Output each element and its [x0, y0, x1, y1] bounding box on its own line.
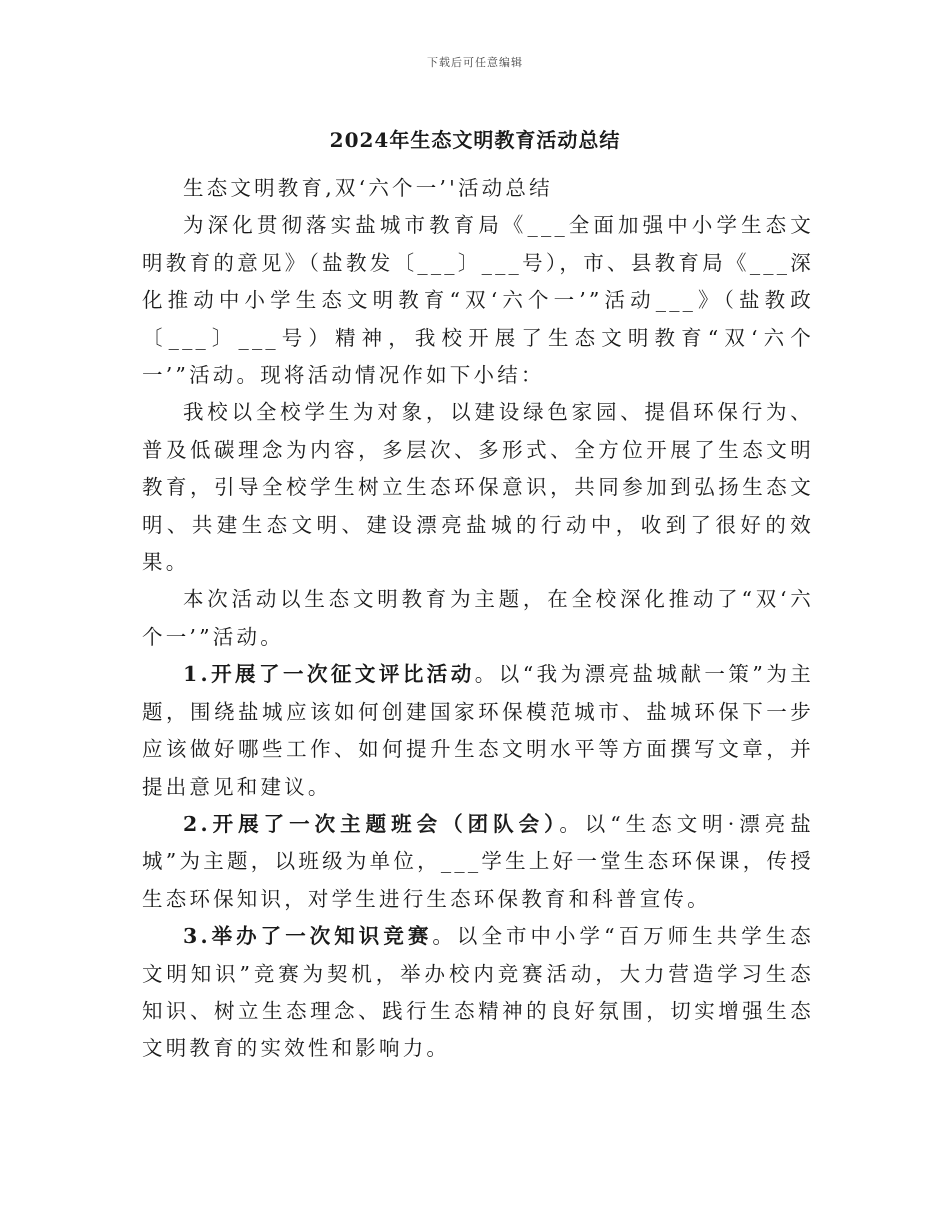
item-heading: 2.开展了一次主题班会（团队会） [183, 811, 560, 836]
item-text: 。以全市中小学“百万师生共学生态文明知识”竞赛为契机，举办校内竞赛活动，大力营造学习生态知识、树立生态理念、践行生态精神的良好氛围，切实增强生态文明教育的实效性和影响力。 [142, 924, 814, 1061]
header-note: 下载后可任意编辑 [427, 56, 523, 69]
paragraph-text: 生态文明教育,双‘六个一’'活动总结 [183, 176, 553, 200]
theme-paragraph [142, 581, 814, 656]
overview-paragraph [142, 394, 814, 581]
item-paragraph-3 [142, 918, 814, 1068]
item-text: 。以“我为漂亮盐城献一策”为主题，围绕盐城应该如何创建国家环保模范城市、盐城环保下一步应该做好哪些工作、如何提升生态文明水平等方面撰写文章，并提出意见和建议。 [142, 662, 814, 799]
subtitle-paragraph [142, 170, 814, 207]
intro-paragraph [142, 207, 814, 394]
paragraph-text: 我校以全校学生为对象，以建设绿色家园、提倡环保行为、普及低碳理念为内容，多层次、多形式、全方位开展了生态文明教育，引导全校学生树立生态环保意识，共同参加到弘扬生态文明、共建生态文明、建设漂亮盐城的行动中，收到了很好的效果。 [142, 400, 814, 575]
item-heading: 3.举办了一次知识竞赛 [183, 924, 433, 949]
document-title: 2024年生态文明教育活动总结 [329, 128, 621, 152]
item-text: 。以“生态文明·漂亮盐城”为主题，以班级为单位，___学生上好一堂生态环保课，传授生态环保知识，对学生进行生态环保教育和科普宣传。 [142, 811, 814, 911]
item-paragraph-2 [142, 806, 814, 918]
paragraph-text: 本次活动以生态文明教育为主题，在全校深化推动了“双‘六个一’”活动。 [142, 587, 814, 649]
item-paragraph-1 [142, 656, 814, 806]
document-body [142, 170, 814, 1068]
item-heading: 1.开展了一次征文评比活动 [183, 662, 475, 687]
paragraph-text: 为深化贯彻落实盐城市教育局《___全面加强中小学生态文明教育的意见》（盐教发〔___〕___号），市、县教育局《___深化推动中小学生态文明教育“双‘六个一’”活动___》（盐教政〔___〕___号）精神，我校开展了生态文明教育“双‘六个一’”活动。现将活动情况作如下小结： [142, 213, 814, 388]
